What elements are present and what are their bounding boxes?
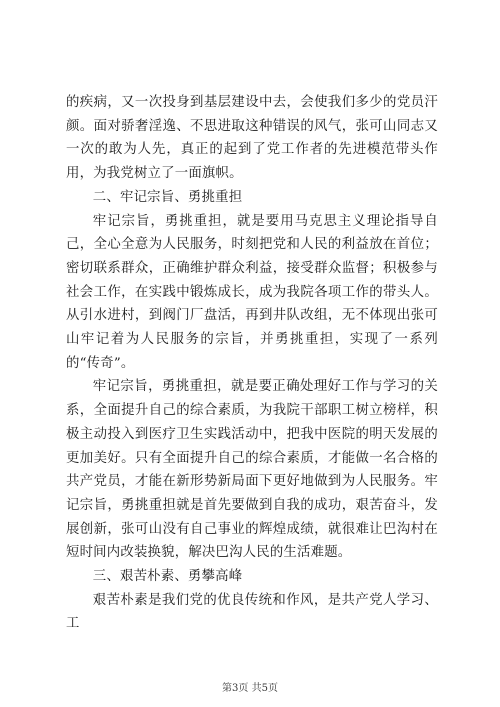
paragraph-body: 艰苦朴素是我们党的优良传统和作风，是共产党人学习、工 [66,592,438,632]
paragraph-body: 牢记宗旨，勇挑重担，就是要正确处理好工作与学习的关系，全面提升自己的综合素质，为我院干部职工树立榜样，积极主动投入到医疗卫生实践活动中，把我中医院的明天发展的更加美好。只有全面提升自己的综合素质，才能做一名合格的共产党员，才能在新形势新局面下更好地做到为人民服务。牢记宗旨，勇挑重担就是首先要做到自我的成功，艰苦奋斗，发展创新，张可山没有自己事业的辉煌成绩，就很难让巴沟村在短时间内改装换貌，解决巴沟人民的生活难题。 [66,379,438,561]
page-footer: 第3页 共5页 [222,683,278,694]
paragraph-body: 牢记宗旨，勇挑重担，就是要用马克思主义理论指导自己，全心全意为人民服务，时刻把党和人民的利益放在首位；密切联系群众，正确维护群众利益，接受群众监督；积极参与社会工作，在实践中锻炼成长，成为我院各项工作的带头人。从引水进村，到阀门厂盘活，再到井队改组，无不体现出张可山牢记着为人民服务的宗旨，并勇挑重担，实现了一系列的“传奇”。 [66,213,438,371]
section-heading-2: 二、牢记宗旨、勇挑重担 [92,189,243,205]
paragraph-continuation: 的疾病，又一次投身到基层建设中去，会使我们多少的党员汗颜。面对骄奢淫逸、不思进取这种错误的风气，张可山同志又一次的敢为人先，真正的起到了党工作者的先进模范带头作用，为我党树立了一面旗帜。 [66,95,438,182]
section-heading-3: 三、艰苦朴素、勇攀高峰 [92,569,243,585]
document-body [66,91,438,636]
